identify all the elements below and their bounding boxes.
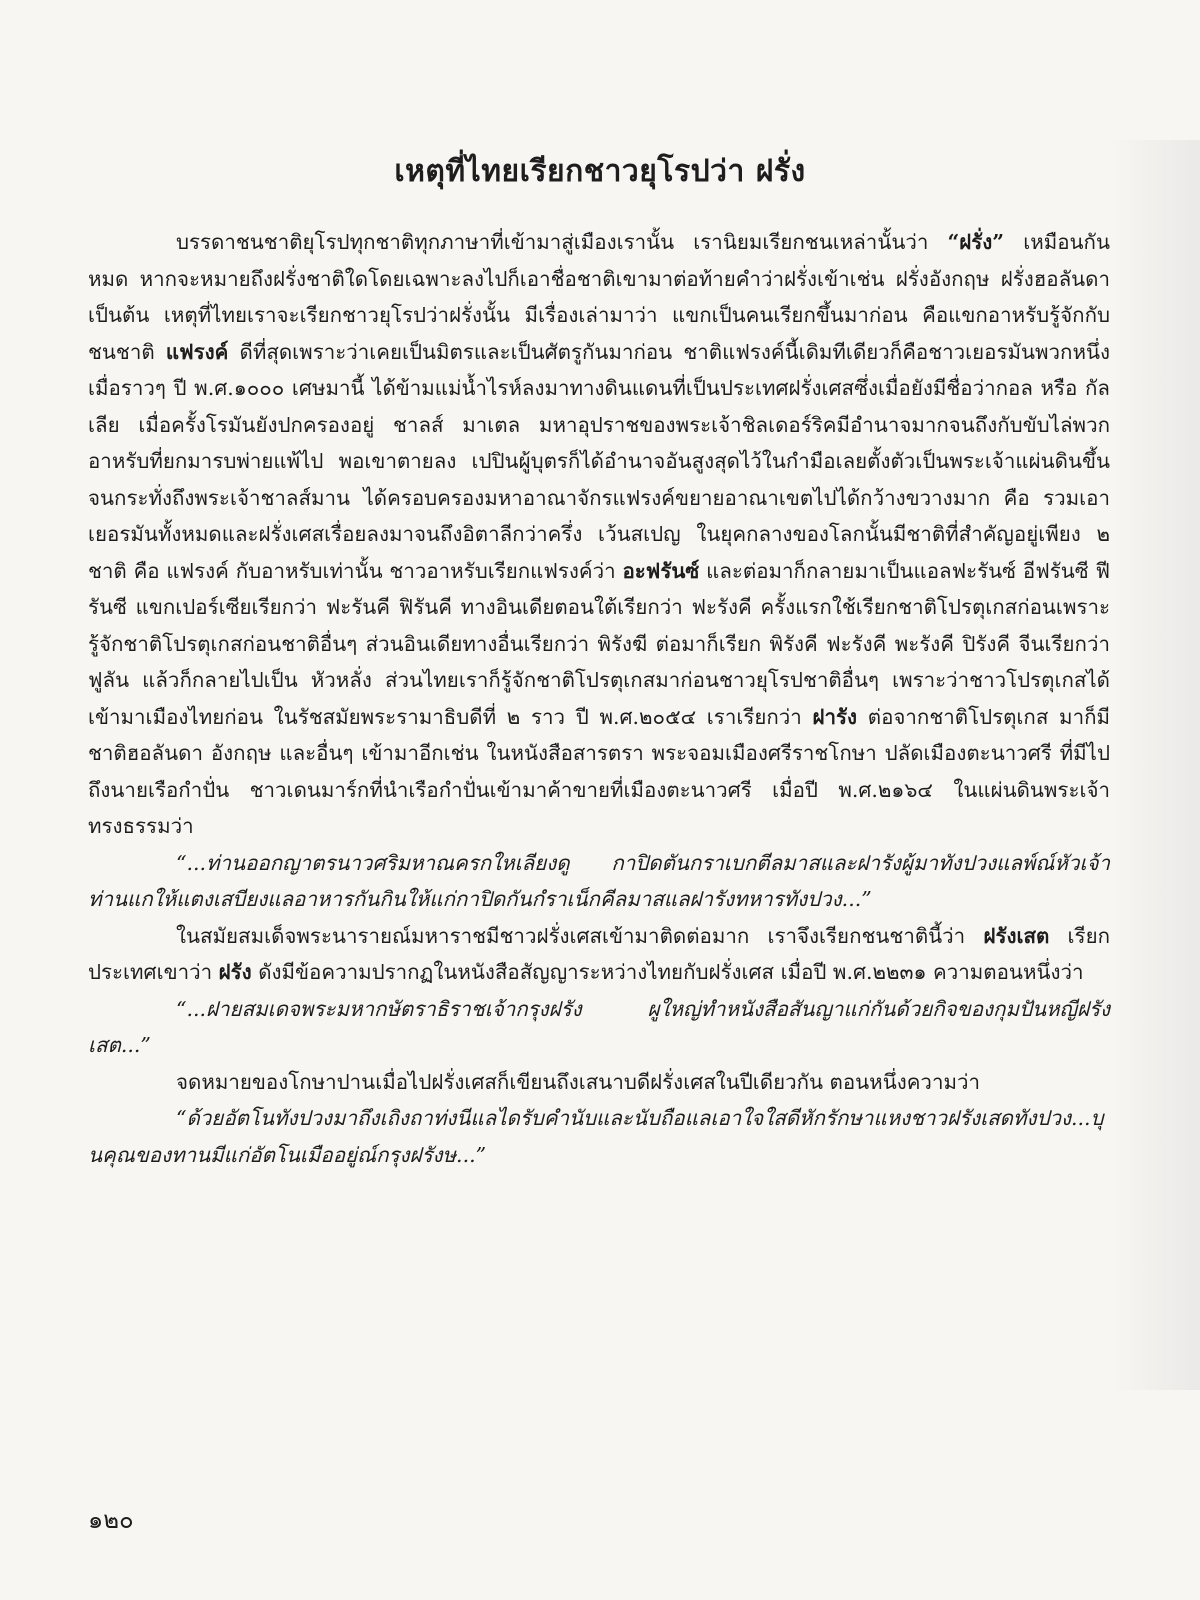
quote-2: “...ฝายสมเดจพระมหากษัตราธิราชเจ้ากรุงฝรัง ผูใหญ่ทำหนังสือสันญาแก่กันด้วยกิจของกุมปันหญีฝรังเสต...” [88, 996, 1110, 1057]
paragraph-2-text-a: ในสมัยสมเด็จพระนารายณ์มหาราชมีชาวฝรั่งเศสเข้ามาติดต่อมาก เราจึงเรียกชนชาตินี้ว่า [176, 923, 984, 948]
paragraph-3: จดหมายของโกษาปานเมื่อไปฝรั่งเศสก็เขียนถึงเสนาบดีฝรั่งเศสในปีเดียวกัน ตอนหนึ่งความว่า [176, 1069, 980, 1094]
term-farang-old: ฝารัง [812, 704, 858, 729]
paragraph-1-text-e: ดีที่สุดเพราะว่าเคยเป็นมิตรและเป็นศัตรูกันมาก่อน ชาติแฟรงค์นี้เดิมทีเดียวก็คือชาวเยอรมันพวกหนึ่ง เมื่อราวๆ ปี พ.ศ.๑๐๐๐ เศษมานี้ ได้ข้ามแม่น้ำไรห์ลงมาทางดินแดนที่เป็นประเทศฝรั่งเศสซึ่งเมื่อยังมีชื่อว่ากอล หรือ กัลเลีย เมื่อครั้งโรมันยังปกครองอยู่ ชาลส์ มาเตล มหาอุปราชของพระเจ้าชิลเดอร์ริคมีอำนาจมากจนถึงกับขับไล่พวกอาหรับที่ยกมารบพ่ายแพ้ไป พอเขาตายลง เปปินผู้บุตรก็ได้อำนาจอันสูงสุดไว้ในกำมือเลยตั้งตัวเป็นพระเจ้าแผ่นดินขึ้น จนกระทั่งถึงพระเจ้าชาลส์มาน ได้ครอบครองมหาอาณาจักรแฟรงค์ขยายอาณาเขตไปได้กว้างขวางมาก คือ รวมเอาเยอรมันทั้งหมดและฝรั่งเศสเรื่อยลงมาจนถึงอิตาลีกว่าครึ่ง เว้นสเปญ ในยุคกลางของโลกนั้นมีชาติที่สำคัญอยู่เพียง ๒ ชาติ คือ แฟรงค์ กับอาหรับเท่านั้น ชาวอาหรับเรียกแฟรงค์ว่า [88, 339, 1110, 583]
paragraph-1-text-i: ต่อจากชาติโปรตุเกส มาก็มี ชาติฮอลันดา อังกฤษ และอื่นๆ เข้ามาอีกเช่น ในหนังสือสารตรา พระจอมเมืองศรีราชโกษา ปลัดเมืองตะนาวศรี ที่มีไปถึงนายเรือกำปั่น ชาวเดนมาร์กที่นำเรือกำปั่นเข้ามาค้าขายที่เมืองตะนาวศรี เมื่อปี พ.ศ.๒๑๖๔ ในแผ่นดินพระเจ้าทรงธรรมว่า [88, 704, 1111, 838]
page-number: ๑๒๐ [88, 1506, 134, 1534]
paragraph-1-text-g: และต่อมาก็กลายมาเป็นแอลฟะรันซ์ อีฟรันซี ฟีรันซี แขกเปอร์เซียเรียกว่า ฟะรันคี ฟิรันคี ทางอินเดียตอนใต้เรียกว่า ฟะรังคี ครั้งแรกใช้เรียกชาติโปรตุเกสก่อนเพราะรู้จักชาติโปรตุเกสก่อนชาติอื่นๆ ส่วนอินเดียทางอื่นเรียกว่า พิรังฆี ต่อมาก็เรียก พิรังคี ฟะรังคี พะรังคี ปิรังคี จีนเรียกว่า ฟูลัน แล้วก็กลายไปเป็น หัวหลั่ง ส่วนไทยเราก็รู้จักชาติโปรตุเกสมาก่อนชาวยุโรปชาติอื่นๆ เพราะว่าชาวโปรตุเกสได้เข้ามาเมืองไทยก่อน ในรัชสมัยพระรามาธิบดีที่ ๒ ราว ปี พ.ศ.๒๐๕๔ เราเรียกว่า [88, 558, 1111, 729]
term-farangset: ฝรังเสต [983, 923, 1050, 948]
paragraph-2 [88, 918, 1110, 991]
term-frank: แฟรงค์ [165, 339, 229, 364]
page-title: เหตุที่ไทยเรียกชาวยุโรปว่า ฝรั่ง [394, 154, 806, 189]
paragraph-1-text-c: เหมือนกันหมด หากจะหมายถึงฝรั่งชาติใดโดยเฉพาะลงไปก็เอาชื่อชาติเขามาต่อท้ายคำว่าฝรั่งเข้าเช่น ฝรั่งอังกฤษ ฝรั่งฮอลันดา เป็นต้น เหตุที่ไทยเราจะเรียกชาวยุโรปว่าฝรั่งนั้น มีเรื่องเล่ามาว่า แขกเป็นคนเรียกขึ้นมาก่อน คือแขกอาหรับรู้จักกับชนชาติ [88, 230, 1110, 364]
paragraph-1-text-a: บรรดาชนชาติยุโรปทุกชาติทุกภาษาที่เข้ามาสู่เมืองเรานั้น เรานิยมเรียกชนเหล่านั้นว่า [176, 230, 948, 254]
document-body [88, 224, 1110, 1173]
paragraph-2-text-c: เรียกประเทศเขาว่า [88, 923, 1110, 984]
term-farang: “ฝรั่ง” [947, 230, 1005, 254]
paragraph-1 [88, 224, 1110, 845]
quote-1: “...ท่านออกญาตรนาวศริมหาณครกใหเลียงดู กาปิดตันกราเบกตีลมาสและฝารังผู้มาทังปวงแลพ์ณ์หัวเจ้าท่านแกให้แตงเสบียงแลอาหารกันกินให้แก่กาปิดกันกํราเน็กคีลมาสแลฝารังทหารทังปวง...” [88, 850, 1110, 911]
term-farang-country: ฝรัง [218, 960, 252, 984]
term-afrans: อะฟรันซ์ [622, 558, 700, 583]
quote-3: “ด้วยอัตโนทังปวงมาถึงเถิงถาท่งนีแลไดรับคำนับและนับถือแลเอาใจใสดีหักรักษาแหงชาวฝรังเสดทังปวง...บุนคุณของทานมีแก่อัตโนเมืออยู่ณ์กรุงฝรังษ...” [88, 1106, 1104, 1167]
paragraph-2-text-e: ดังมีข้อความปรากฏในหนังสือสัญญาระหว่างไทยกับฝรั่งเศส เมื่อปี พ.ศ.๒๒๓๑ ความตอนหนึ่งว่า [251, 960, 1084, 984]
page-bleed-shadow [1110, 140, 1200, 1390]
